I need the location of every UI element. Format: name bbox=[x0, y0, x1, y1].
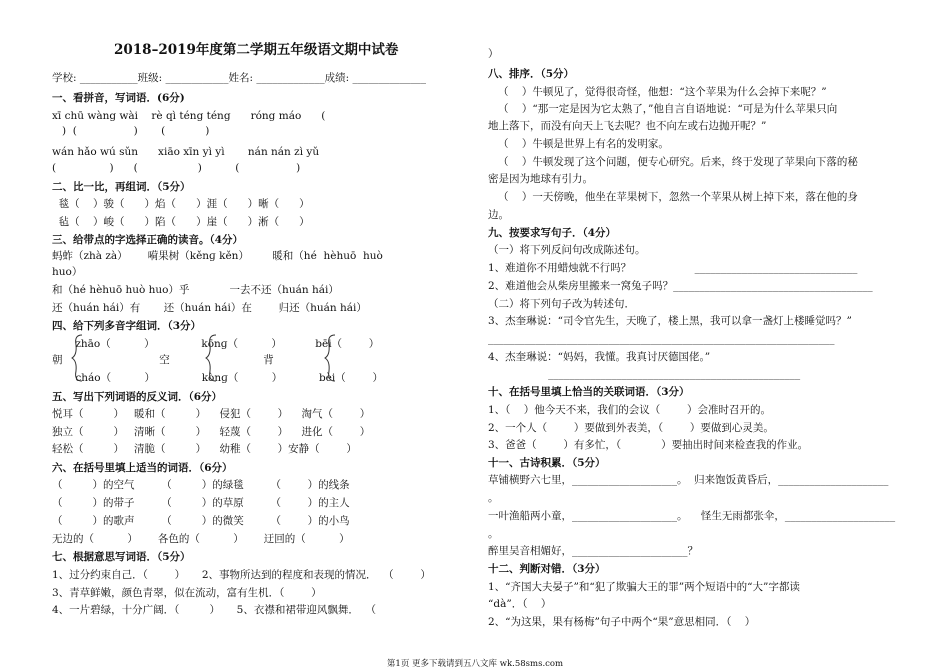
question-line: （ ）的空气 （ ）的绿毯 （ ）的线条 bbox=[52, 479, 350, 491]
question-line: 密是因为地球有引力。 bbox=[488, 173, 593, 185]
question-line: 轻松（ ） 清脆（ ） 幼稚（ ）安静（ ） bbox=[52, 443, 357, 455]
question-line: 4、杰奎琳说：“妈妈，我懂。我真讨厌德国佬。” bbox=[488, 351, 711, 363]
question-line: 地上落下，而没有向天上飞去呢？也不向左或右边抛开呢？” bbox=[488, 120, 767, 132]
brace-zhao bbox=[70, 333, 84, 383]
question-line: 1、难道你不用蜡烛就不行吗？ _______________________________ bbox=[488, 262, 858, 274]
section-heading: 五、写出下列词语的反义词．（6分） bbox=[52, 391, 223, 403]
question-line: 一叶渔船两小童，____________________。 怪生无雨都张伞，_____________________ bbox=[488, 510, 896, 522]
question-line: ） bbox=[488, 48, 499, 60]
section-heading: 二、比一比，再组词．（5分） bbox=[52, 181, 191, 193]
question-line: （ ）一天傍晚，他坐在苹果树下，忽然一个苹果从树上掉下来，落在他的身 bbox=[488, 191, 858, 203]
question-line: 和（hé hèhuō huò huo）乎 一去不还（huán hái） bbox=[52, 284, 339, 296]
question-line: （一）将下列反问句改成陈述句。 bbox=[488, 244, 646, 256]
question-line: ( ) ( ) ( ) bbox=[52, 162, 301, 174]
question-line: 2、难道他会从柴房里搬来一窝兔子吗？______________________________________ bbox=[488, 280, 873, 292]
question-line: 毡（ ）峻（ ）陷（ ）崖（ ）淅（ ） bbox=[52, 216, 310, 228]
question-line: 朝 空 背 bbox=[52, 354, 274, 366]
section-heading: 四、给下列多音字组词．（3分） bbox=[52, 320, 202, 332]
question-line: “dà”．（ ） bbox=[488, 598, 552, 610]
question-line: huo） bbox=[52, 266, 83, 278]
question-line: 1、过分约束自己．（ ） 2、事物所达到的程度和表现的情况． （ ） bbox=[52, 569, 431, 581]
question-line: 无边的（ ） 各色的（ ） 迂回的（ ） bbox=[52, 533, 350, 545]
exam-title: 2018–2019年度第二学期五年级语文期中试卷 bbox=[114, 42, 399, 58]
question-line: 3、爸爸（ ）有多忙，（ ）要抽出时间来检查我的作业。 bbox=[488, 439, 809, 451]
section-heading: 十一、古诗积累．（5分） bbox=[488, 457, 606, 469]
question-line: 醉里吴音相媚好，______________________？ bbox=[488, 545, 698, 557]
question-line: 边。 bbox=[488, 209, 509, 221]
section-heading: 八、排序．（5分） bbox=[488, 68, 575, 80]
section-heading: 一、看拼音，写词语．(6分) bbox=[52, 92, 185, 104]
question-line: （ ）牛顿是世界上有名的发明家。 bbox=[488, 138, 669, 150]
question-line: （ ）牛顿见了，觉得很奇怪，他想：“这个苹果为什么会掉下来呢？” bbox=[488, 86, 827, 98]
question-line: xī chū wàng wài rè qì téng téng róng máo ( bbox=[52, 110, 326, 122]
question-line: zhāo（ ） kōnɡ（ ） bēi（ ） bbox=[52, 338, 380, 350]
question-line: （ ）的带子 （ ）的草原 （ ）的主人 bbox=[52, 497, 350, 509]
question-line: 还（huán hái）有 还（huán hái）在 归还（huán hái） bbox=[52, 302, 367, 314]
question-line: cháo（ ） kònɡ（ ） bèi（ ） bbox=[52, 372, 383, 384]
question-line: wán hǎo wú sǔn xiāo xīn yì yì nán nán zì yǔ bbox=[52, 146, 320, 158]
page-footer: 第1页 更多下载请到五八文库 wk.58sms.com bbox=[386, 659, 564, 669]
question-line: 。 bbox=[488, 492, 499, 504]
question-line: ) ( ) ( ) bbox=[52, 125, 210, 137]
section-heading: 六、在括号里填上适当的词语．（6分） bbox=[52, 462, 233, 474]
brace-kong bbox=[204, 333, 218, 383]
question-line: （二）将下列句子改为转述句． bbox=[488, 298, 635, 310]
question-line: 学校: ___________班级: ____________姓名: _____________成绩: ______________ bbox=[52, 72, 427, 84]
section-heading: 七、根据意思写词语．（5分） bbox=[52, 551, 191, 563]
question-line: 1、“齐国大夫晏子”和“犯了欺骗大王的罪”两个短语中的“大”字都读 bbox=[488, 581, 800, 593]
question-line: 蚂蚱（zhà zà） 嗬果树（kěnɡ kěn） 暖和（hé hèhuō huò bbox=[52, 250, 383, 262]
question-line: 独立（ ） 清晰（ ） 轻蔑（ ） 进化（ ） bbox=[52, 426, 371, 438]
question-line: 1、（ ）他今天不来，我们的会议（ ）会准时召开的。 bbox=[488, 404, 771, 416]
question-line: 毯（ ）骏（ ）焰（ ）涯（ ）晰（ ） bbox=[52, 198, 310, 210]
section-heading: 九、按要求写句子．（4分） bbox=[488, 227, 617, 239]
question-line: 4、一片碧绿，十分广阔．（ ） 5、衣襟和裙带迎风飘舞． （ bbox=[52, 604, 377, 616]
question-line: 。 bbox=[488, 528, 499, 540]
question-line: 2、“为这果，果有杨梅”句子中两个“果”意思相同．（ ） bbox=[488, 616, 756, 628]
section-heading: 十、在括号里填上恰当的关联词语．（3分） bbox=[488, 386, 690, 398]
question-line: 3、杰奎琳说：“司令官先生，天晚了，楼上黑，我可以拿一盏灯上楼睡觉吗？” bbox=[488, 315, 852, 327]
section-heading: 十二、判断对错．（3分） bbox=[488, 563, 606, 575]
question-line: （ ）牛顿发现了这个问题，便专心研究。后来，终于发现了苹果向下落的秘 bbox=[488, 156, 858, 168]
question-line: 悦耳（ ） 暖和（ ） 侵犯（ ） 淘气（ ） bbox=[52, 408, 371, 420]
question-line: ________________________________________________ bbox=[488, 368, 801, 380]
question-line: __________________________________________________________________ bbox=[488, 333, 835, 345]
question-line: 3、青草鲜嫩，颜色青翠，似在流动，富有生机．（ ） bbox=[52, 587, 322, 599]
brace-bei bbox=[323, 333, 337, 383]
question-line: （ ）的歌声 （ ）的微笑 （ ）的小鸟 bbox=[52, 515, 350, 527]
section-heading: 三、给带点的字选择正确的读音。（4分） bbox=[52, 234, 244, 246]
question-line: 2、一个人（ ）要做到外表美，（ ）要做到心灵美。 bbox=[488, 422, 774, 434]
question-line: （ ）“那一定是因为它太熟了，”他自言自语地说：“可是为什么苹果只向 bbox=[488, 103, 838, 115]
question-line: 草铺横野六七里，____________________。 归来饱饭黄昏后，_____________________ bbox=[488, 474, 889, 486]
